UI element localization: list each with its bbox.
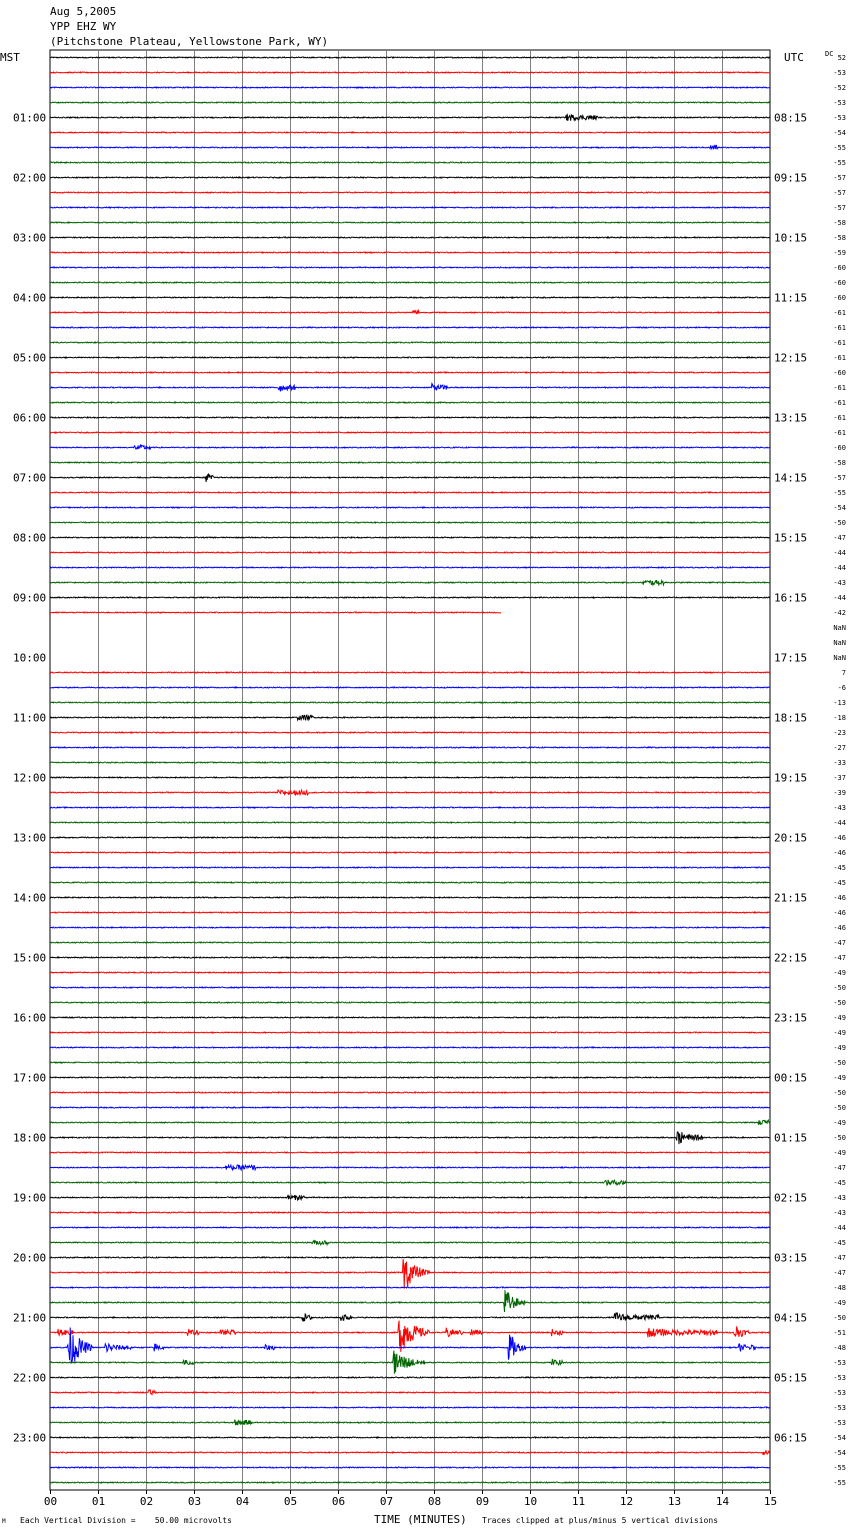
dc-offset-value: -54 — [833, 129, 846, 137]
trace-row — [50, 1120, 770, 1125]
utc-hour-label: 05:15 — [774, 1371, 808, 1385]
x-axis-label: TIME (MINUTES) — [374, 1513, 467, 1526]
trace-row — [50, 897, 770, 898]
dc-offset-value: NaN — [833, 639, 846, 647]
trace-row — [50, 732, 770, 733]
dc-offset-value: -47 — [833, 1254, 846, 1262]
utc-hour-label: 20:15 — [774, 831, 808, 845]
mst-hour-label: 05:00 — [13, 351, 47, 365]
trace-row — [50, 1180, 770, 1185]
right-axis-label: UTC — [784, 51, 804, 64]
trace-row — [50, 1227, 770, 1228]
x-tick-label: 09 — [475, 1495, 490, 1508]
utc-hour-label: 02:15 — [774, 1191, 808, 1205]
trace-row — [50, 942, 770, 943]
mst-hour-label: 12:00 — [13, 771, 47, 785]
dc-offset-value: -50 — [833, 1314, 846, 1322]
dc-offset-value: -33 — [833, 759, 846, 767]
trace-row — [50, 1195, 770, 1200]
trace-row — [50, 1351, 770, 1374]
x-tick-label: 00 — [43, 1495, 58, 1508]
dc-offset-value: -61 — [833, 339, 846, 347]
dc-offset-value: -47 — [833, 534, 846, 542]
utc-hour-label: 16:15 — [774, 591, 808, 605]
x-tick-label: 10 — [523, 1495, 538, 1508]
trace-row — [50, 102, 770, 103]
dc-offset-value: -55 — [833, 489, 846, 497]
chart-station: YPP EHZ WY — [50, 20, 117, 33]
trace-row — [50, 537, 770, 538]
dc-offset-value: -46 — [833, 834, 846, 842]
utc-hour-label: 18:15 — [774, 711, 808, 725]
scale-note: Each Vertical Division = 50.00 microvolts — [20, 1516, 232, 1525]
trace-row — [50, 1212, 770, 1213]
dc-offset-value: -43 — [833, 579, 846, 587]
x-tick-label: 13 — [667, 1495, 682, 1508]
dc-offset-value: -60 — [833, 294, 846, 302]
x-tick-label: 05 — [283, 1495, 298, 1508]
dc-offset-value: -46 — [833, 909, 846, 917]
mst-hour-label: 11:00 — [13, 711, 47, 725]
dc-offset-value: -53 — [833, 1374, 846, 1382]
seismic-traces — [50, 57, 770, 1483]
trace-row — [50, 1377, 770, 1378]
dc-offset-value: -46 — [833, 849, 846, 857]
dc-offset-value: -44 — [833, 819, 846, 827]
dc-offset-value: -53 — [833, 114, 846, 122]
dc-offset-value: -37 — [833, 774, 846, 782]
left-axis-label: MST — [0, 51, 20, 64]
trace-row — [50, 580, 770, 585]
trace-row — [50, 567, 770, 568]
utc-hour-label: 15:15 — [774, 531, 808, 545]
trace-row — [50, 311, 770, 314]
dc-offset-value: -55 — [833, 159, 846, 167]
mst-hour-label: 18:00 — [13, 1131, 47, 1145]
x-tick-label: 02 — [139, 1495, 154, 1508]
trace-row — [50, 162, 770, 163]
dc-offset-value: -46 — [833, 924, 846, 932]
utc-hour-label: 17:15 — [774, 651, 808, 665]
mst-hour-label: 02:00 — [13, 171, 47, 185]
mst-hour-label: 01:00 — [13, 111, 47, 125]
dc-offset-value: -50 — [833, 1089, 846, 1097]
trace-row — [50, 747, 770, 748]
dc-offset-value: -53 — [833, 99, 846, 107]
trace-row — [50, 342, 770, 343]
dc-offset-value: -18 — [833, 714, 846, 722]
trace-row — [50, 1047, 770, 1048]
utc-hour-label: 19:15 — [774, 771, 808, 785]
trace-row — [50, 237, 770, 238]
chart-header — [50, 5, 328, 48]
trace-row — [50, 357, 770, 358]
trace-row — [50, 402, 770, 403]
mst-hour-label: 06:00 — [13, 411, 47, 425]
dc-offset-value: -54 — [833, 1449, 846, 1457]
dc-offset-value: -44 — [833, 594, 846, 602]
dc-offset-value: -59 — [833, 249, 846, 257]
dc-offset-value: 52 — [837, 54, 846, 62]
trace-row — [50, 1152, 770, 1153]
dc-offset-value: -58 — [833, 219, 846, 227]
dc-offset-values — [833, 54, 846, 1487]
trace-row — [50, 462, 770, 463]
utc-hour-label: 13:15 — [774, 411, 808, 425]
trace-row — [50, 57, 770, 58]
trace-row — [50, 957, 770, 958]
dc-offset-value: -49 — [833, 1074, 846, 1082]
trace-row — [50, 177, 770, 178]
dc-offset-value: -27 — [833, 744, 846, 752]
trace-row — [50, 687, 770, 688]
dc-offset-value: -13 — [833, 699, 846, 707]
trace-row — [50, 432, 770, 433]
dc-offset-value: -43 — [833, 804, 846, 812]
trace-row — [50, 1107, 770, 1108]
trace-row — [50, 1437, 770, 1438]
trace-row — [50, 927, 770, 928]
dc-offset-value: -6 — [837, 684, 846, 692]
dc-offset-value: -44 — [833, 549, 846, 557]
trace-row — [50, 702, 770, 703]
trace-row — [50, 207, 770, 208]
dc-offset-value: -52 — [833, 84, 846, 92]
dc-offset-value: -61 — [833, 384, 846, 392]
dc-offset-value: -60 — [833, 264, 846, 272]
trace-row — [50, 372, 770, 373]
dc-offset-value: -47 — [833, 939, 846, 947]
x-tick-label: 14 — [715, 1495, 730, 1508]
chart-location: (Pitchstone Plateau, Yellowstone Park, WY) — [50, 35, 329, 48]
trace-row — [50, 822, 770, 823]
trace-row — [50, 1017, 770, 1018]
mst-hour-label: 23:00 — [13, 1431, 47, 1445]
mst-hour-label: 08:00 — [13, 531, 47, 545]
dc-offset-value: -55 — [833, 1479, 846, 1487]
dc-offset-value: -42 — [833, 609, 846, 617]
dc-offset-value: -44 — [833, 564, 846, 572]
dc-offset-value: -43 — [833, 1194, 846, 1202]
trace-row — [50, 987, 770, 988]
trace-row — [50, 1062, 770, 1063]
trace-row — [50, 492, 770, 493]
dc-offset-value: -53 — [833, 1389, 846, 1397]
trace-row — [50, 612, 501, 613]
dc-offset-value: -45 — [833, 1179, 846, 1187]
mst-hour-label: 21:00 — [13, 1311, 47, 1325]
trace-row — [50, 114, 770, 121]
utc-hour-label: 14:15 — [774, 471, 808, 485]
trace-row — [50, 132, 770, 133]
chart-footer — [2, 1513, 718, 1526]
dc-offset-value: -49 — [833, 1014, 846, 1022]
x-tick-label: 04 — [235, 1495, 250, 1508]
trace-row — [50, 1240, 770, 1245]
dc-offset-value: -48 — [833, 1344, 846, 1352]
trace-row — [50, 1450, 770, 1455]
trace-row — [50, 552, 770, 553]
dc-offset-value: -50 — [833, 984, 846, 992]
trace-row — [50, 1259, 770, 1289]
dc-offset-value: -57 — [833, 189, 846, 197]
dc-offset-value: -61 — [833, 429, 846, 437]
mst-hour-label: 14:00 — [13, 891, 47, 905]
dc-offset-value: -49 — [833, 1299, 846, 1307]
dc-offset-value: -50 — [833, 1104, 846, 1112]
mst-hour-label: 20:00 — [13, 1251, 47, 1265]
dc-offset-value: -53 — [833, 1359, 846, 1367]
trace-row — [50, 882, 770, 883]
dc-offset-value: -44 — [833, 1224, 846, 1232]
trace-row — [50, 297, 770, 298]
trace-row — [50, 87, 770, 88]
trace-row — [50, 522, 770, 523]
x-tick-label: 08 — [427, 1495, 442, 1508]
dc-offset-value: NaN — [833, 654, 846, 662]
x-axis-ticks — [44, 1490, 777, 1508]
dc-offset-value: -53 — [833, 1419, 846, 1427]
dc-offset-value: -53 — [833, 69, 846, 77]
x-tick-label: 11 — [571, 1495, 586, 1508]
utc-hour-label: 01:15 — [774, 1131, 808, 1145]
dc-offset-value: -61 — [833, 414, 846, 422]
trace-row — [50, 1002, 770, 1003]
mst-hour-label: 17:00 — [13, 1071, 47, 1085]
trace-row — [50, 417, 770, 418]
dc-offset-value: -47 — [833, 1269, 846, 1277]
trace-row — [50, 1313, 770, 1321]
utc-hour-label: 00:15 — [774, 1071, 808, 1085]
trace-row — [50, 762, 770, 763]
mst-hour-label: 07:00 — [13, 471, 47, 485]
mst-hour-label: 22:00 — [13, 1371, 47, 1385]
x-tick-label: 15 — [763, 1495, 778, 1508]
dc-offset-value: -60 — [833, 369, 846, 377]
utc-hour-label: 12:15 — [774, 351, 808, 365]
dc-offset-value: -54 — [833, 1434, 846, 1442]
trace-row — [50, 474, 770, 482]
x-tick-label: 07 — [379, 1495, 394, 1508]
dc-offset-value: -58 — [833, 459, 846, 467]
dc-offset-value: -50 — [833, 999, 846, 1007]
trace-row — [50, 1390, 770, 1395]
mst-hour-label: 15:00 — [13, 951, 47, 965]
dc-offset-value: -61 — [833, 354, 846, 362]
x-tick-label: 12 — [619, 1495, 634, 1508]
trace-row — [50, 267, 770, 268]
utc-hour-label: 22:15 — [774, 951, 808, 965]
trace-row — [50, 972, 770, 973]
dc-offset-value: -51 — [833, 1329, 846, 1337]
dc-offset-value: -61 — [833, 324, 846, 332]
trace-row — [50, 807, 770, 808]
trace-row — [50, 384, 770, 392]
utc-hour-label: 06:15 — [774, 1431, 808, 1445]
utc-hour-labels — [774, 112, 807, 1445]
dc-offset-value: -61 — [833, 309, 846, 317]
x-tick-label: 06 — [331, 1495, 346, 1508]
trace-row — [50, 715, 770, 720]
dc-offset-value: -60 — [833, 444, 846, 452]
dc-offset-value: -50 — [833, 1134, 846, 1142]
dc-offset-value: -49 — [833, 1029, 846, 1037]
dc-offset-value: -57 — [833, 204, 846, 212]
utc-hour-label: 03:15 — [774, 1251, 808, 1265]
utc-hour-label: 11:15 — [774, 291, 808, 305]
dc-offset-value: -49 — [833, 1119, 846, 1127]
trace-row — [50, 252, 770, 253]
trace-row — [50, 1032, 770, 1033]
trace-row — [50, 852, 770, 853]
mst-hour-labels — [13, 112, 46, 1445]
trace-row — [50, 282, 770, 283]
dc-offset-value: -49 — [833, 1044, 846, 1052]
x-tick-label: 03 — [187, 1495, 202, 1508]
dc-offset-value: -45 — [833, 864, 846, 872]
trace-row — [50, 72, 770, 73]
dc-offset-value: -54 — [833, 504, 846, 512]
dc-offset-value: -47 — [833, 954, 846, 962]
dc-offset-value: -49 — [833, 969, 846, 977]
chart-date: Aug 5,2005 — [50, 5, 117, 18]
trace-row — [50, 790, 770, 795]
utc-hour-label: 04:15 — [774, 1311, 808, 1325]
dc-offset-value: -55 — [833, 1464, 846, 1472]
utc-hour-label: 10:15 — [774, 231, 808, 245]
dc-offset-value: -57 — [833, 474, 846, 482]
trace-row — [50, 327, 770, 328]
dc-offset-value: -58 — [833, 234, 846, 242]
dc-offset-value: -50 — [833, 519, 846, 527]
utc-hour-label: 08:15 — [774, 111, 808, 125]
dc-offset-value: -43 — [833, 1209, 846, 1217]
trace-row — [50, 192, 770, 193]
dc-offset-label: DC — [825, 50, 834, 58]
x-tick-label: 01 — [91, 1495, 106, 1508]
corner-mark: M — [2, 1518, 6, 1525]
trace-row — [50, 1467, 770, 1468]
dc-offset-value: NaN — [833, 624, 846, 632]
trace-row — [50, 1420, 770, 1426]
trace-row — [50, 777, 770, 778]
clip-note: Traces clipped at plus/minus 5 vertical divisions — [482, 1516, 719, 1525]
dc-offset-value: -50 — [833, 1059, 846, 1067]
trace-row — [50, 1257, 770, 1258]
trace-row — [50, 597, 770, 598]
mst-hour-label: 09:00 — [13, 591, 47, 605]
dc-offset-value: -47 — [833, 1164, 846, 1172]
trace-row — [50, 837, 770, 838]
mst-hour-label: 13:00 — [13, 831, 47, 845]
utc-hour-label: 09:15 — [774, 171, 808, 185]
trace-row — [50, 507, 770, 508]
dc-offset-value: 7 — [841, 669, 846, 677]
mst-hour-label: 19:00 — [13, 1191, 47, 1205]
trace-row — [50, 912, 770, 913]
trace-row — [50, 1287, 770, 1288]
trace-row — [50, 1407, 770, 1408]
dc-offset-value: -49 — [833, 1149, 846, 1157]
mst-hour-label: 03:00 — [13, 231, 47, 245]
dc-offset-value: -60 — [833, 279, 846, 287]
trace-row — [50, 145, 770, 149]
trace-row — [50, 867, 770, 868]
trace-row — [50, 1132, 770, 1144]
trace-row — [50, 1482, 770, 1483]
trace-row — [50, 1092, 770, 1093]
trace-row — [50, 1077, 770, 1078]
trace-row — [50, 672, 770, 673]
dc-offset-value: -23 — [833, 729, 846, 737]
trace-row — [50, 445, 770, 449]
mst-hour-label: 10:00 — [13, 651, 47, 665]
mst-hour-label: 16:00 — [13, 1011, 47, 1025]
dc-offset-value: -45 — [833, 1239, 846, 1247]
dc-offset-value: -48 — [833, 1284, 846, 1292]
trace-row — [50, 1290, 770, 1312]
utc-hour-label: 21:15 — [774, 891, 808, 905]
trace-row — [50, 222, 770, 223]
mst-hour-label: 04:00 — [13, 291, 47, 305]
trace-row — [50, 1165, 770, 1170]
utc-hour-label: 23:15 — [774, 1011, 808, 1025]
dc-offset-value: -61 — [833, 399, 846, 407]
dc-offset-value: -53 — [833, 1404, 846, 1412]
dc-offset-value: -57 — [833, 174, 846, 182]
dc-offset-value: -55 — [833, 144, 846, 152]
dc-offset-value: -45 — [833, 879, 846, 887]
dc-offset-value: -46 — [833, 894, 846, 902]
dc-offset-value: -39 — [833, 789, 846, 797]
